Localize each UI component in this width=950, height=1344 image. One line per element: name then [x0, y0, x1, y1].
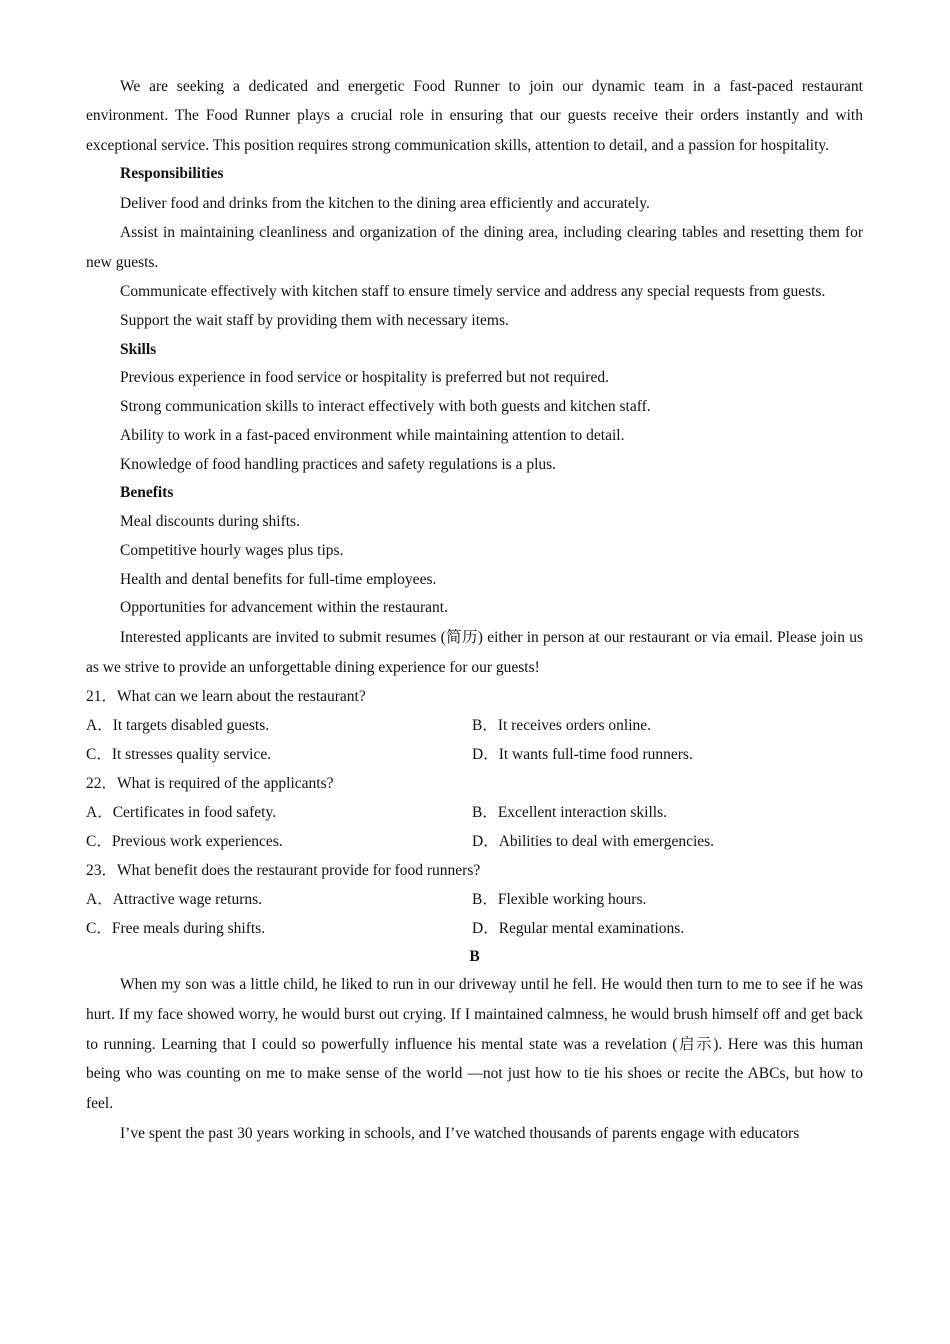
benefit-item: Opportunities for advancement within the restaurant. — [120, 599, 448, 617]
option-c[interactable]: C．Free meals during shifts. — [86, 919, 266, 937]
question-21 — [86, 682, 863, 769]
benefit-item: Health and dental benefits for full-time employees. — [120, 570, 437, 588]
option-c[interactable]: C．It stresses quality service. — [86, 745, 272, 763]
responsibility-item: Assist in maintaining cleanliness and organization of the dining area, including clearing tables and resetting them for new guests. — [86, 224, 863, 271]
benefit-item: Competitive hourly wages plus tips. — [120, 541, 344, 559]
question-22 — [86, 769, 863, 856]
responsibilities-heading: Responsibilities — [120, 165, 224, 183]
section-b-label: B — [469, 947, 480, 965]
skill-item: Previous experience in food service or hospitality is preferred but not required. — [120, 369, 609, 387]
option-row — [86, 711, 863, 740]
option-a[interactable]: A．It targets disabled guests. — [86, 716, 270, 734]
skills-heading: Skills — [120, 340, 157, 358]
option-a[interactable]: A．Attractive wage returns. — [86, 890, 263, 908]
option-row — [86, 914, 863, 943]
skill-item: Strong communication skills to interact effectively with both guests and kitchen staff. — [120, 398, 651, 416]
option-row — [86, 827, 863, 856]
skill-item: Knowledge of food handling practices and safety regulations is a plus. — [120, 455, 557, 473]
responsibility-item: Communicate effectively with kitchen staff to ensure timely service and address any special requests from guests. — [120, 282, 826, 300]
responsibility-item: Deliver food and drinks from the kitchen to the dining area efficiently and accurately. — [120, 194, 650, 212]
option-b[interactable]: B．Excellent interaction skills. — [472, 803, 667, 821]
option-row — [86, 798, 863, 827]
question-stem: 23．What benefit does the restaurant provide for food runners? — [86, 861, 481, 879]
question-stem: 22．What is required of the applicants? — [86, 774, 334, 792]
option-d[interactable]: D．Abilities to deal with emergencies. — [472, 832, 715, 850]
option-d[interactable]: D．Regular mental examinations. — [472, 919, 685, 937]
option-b[interactable]: B．It receives orders online. — [472, 716, 652, 734]
passage-b-paragraph: When my son was a little child, he liked to run in our driveway until he fell. He would then turn to me to see if he was hurt. If my face showed worry, he would burst out crying. If I maintained calmness, he would brush himself off and get back to running. Learning that I could so powerfully influence his mental state was a revelation (启示). Here was this human being who was counting on me to make sense of the world —not just how to tie his shoes or recite the ABCs, but how to feel. — [86, 975, 863, 1113]
option-row — [86, 885, 863, 914]
option-a[interactable]: A．Certificates in food safety. — [86, 803, 277, 821]
closing-paragraph: Interested applicants are invited to submit resumes (简历) either in person at our restaurant or via email. Please join us as we strive to provide an unforgettable dining experience for our guests! — [86, 629, 863, 676]
responsibility-item: Support the wait staff by providing them with necessary items. — [120, 312, 509, 330]
option-d[interactable]: D．It wants full-time food runners. — [472, 745, 693, 763]
option-b[interactable]: B．Flexible working hours. — [472, 890, 647, 908]
skill-item: Ability to work in a fast-paced environment while maintaining attention to detail. — [120, 426, 625, 444]
question-23 — [86, 856, 863, 943]
passage-b-paragraph: I’ve spent the past 30 years working in schools, and I’ve watched thousands of parents engage with educators — [120, 1124, 800, 1142]
option-c[interactable]: C．Previous work experiences. — [86, 832, 283, 850]
intro-paragraph: We are seeking a dedicated and energetic Food Runner to join our dynamic team in a fast-paced restaurant environment. The Food Runner plays a crucial role in ensuring that our guests receive their orders instantly and with exceptional service. This position requires strong communication skills, attention to detail, and a passion for hospitality. — [86, 78, 863, 154]
benefit-item: Meal discounts during shifts. — [120, 512, 300, 530]
document-page — [86, 72, 863, 1149]
benefits-heading: Benefits — [120, 484, 174, 502]
option-row — [86, 740, 863, 769]
question-stem: 21．What can we learn about the restaurant? — [86, 687, 366, 705]
